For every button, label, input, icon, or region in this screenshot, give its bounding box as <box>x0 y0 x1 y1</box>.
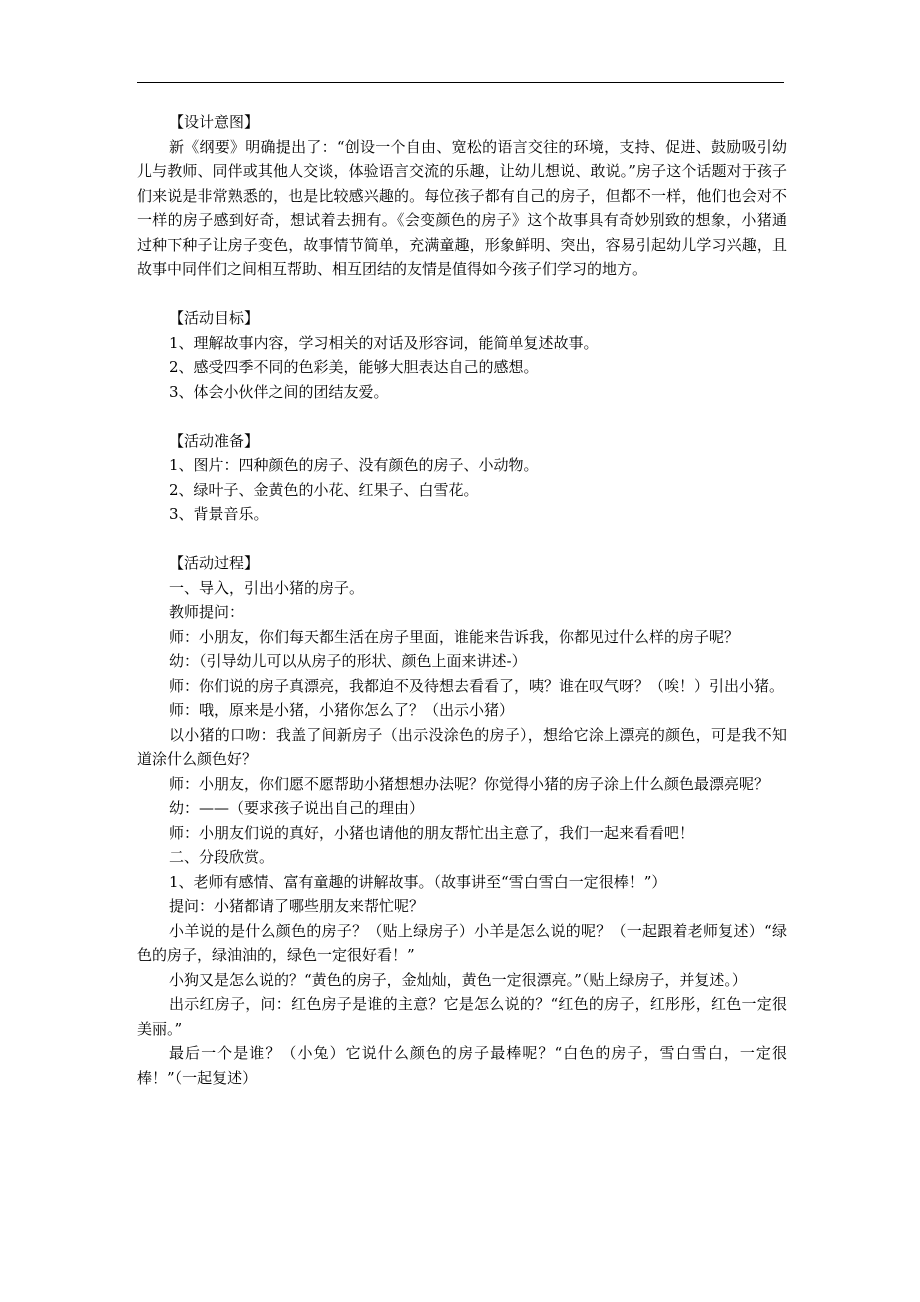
process-line: 最后一个是谁？（小兔）它说什么颜色的房子最棒呢？“白色的房子，雪白雪白，一定很棒！”（一起复述） <box>137 1044 787 1087</box>
process-line: 教师提问： <box>169 603 245 621</box>
document-body <box>137 110 787 1090</box>
process-line: 出示红房子，问：红色房子是谁的主意？它是怎么说的？“红色的房子，红彤彤，红色一定很美丽。” <box>137 995 787 1038</box>
process-line: 幼：（引导幼儿可以从房子的形状、颜色上面来讲述-） <box>169 652 527 670</box>
header-rule <box>137 82 784 83</box>
goal-item: 1、理解故事内容，学习相关的对话及形容词，能简单复述故事。 <box>169 333 599 352</box>
goals-heading: 【活动目标】 <box>169 309 260 327</box>
preparation-item: 3、背景音乐。 <box>169 505 269 523</box>
process-heading: 【活动过程】 <box>169 554 260 572</box>
process-line: 小狗又是怎么说的？“黄色的房子，金灿灿，黄色一定很漂亮。”（贴上绿房子，并复述。） <box>169 970 747 989</box>
goal-item: 3、体会小伙伴之间的团结友爱。 <box>169 382 389 401</box>
preparation-item: 2、绿叶子、金黄色的小花、红果子、白雪花。 <box>169 480 479 499</box>
process-line: 1、老师有感情、富有童趣的讲解故事。（故事讲至“雪白雪白一定很棒！”） <box>169 872 667 891</box>
process-line: 师：小朋友们说的真好，小猪也请他的朋友帮忙出主意了，我们一起来看看吧！ <box>169 823 695 842</box>
process-line: 提问：小猪都请了哪些朋友来帮忙呢？ <box>169 897 425 915</box>
process-line: 师：你们说的房子真漂亮，我都迫不及待想去看看了，咦？谁在叹气呀？（唉！）引出小猪。 <box>169 676 785 695</box>
process-line: 一、导入，引出小猪的房子。 <box>169 578 365 597</box>
goal-item: 2、感受四季不同的色彩美，能够大胆表达自己的感想。 <box>169 358 539 376</box>
process-line: 以小猪的口吻：我盖了间新房子（出示没涂色的房子），想给它涂上漂亮的颜色，可是我不知道涂什么颜色好？ <box>137 725 787 768</box>
preparation-heading: 【活动准备】 <box>169 431 260 450</box>
preparation-item: 1、图片：四种颜色的房子、没有颜色的房子、小动物。 <box>169 456 539 474</box>
process-line: 师：小朋友，你们每天都生活在房子里面，谁能来告诉我，你都见过什么样的房子呢？ <box>169 627 740 646</box>
process-line: 师：小朋友，你们愿不愿帮助小猪想想办法呢？你觉得小猪的房子涂上什么颜色最漂亮呢？ <box>169 774 770 793</box>
process-line: 小羊说的是什么颜色的房子？（贴上绿房子）小羊是怎么说的呢？（一起跟着老师复述）“绿色的房子，绿油油的，绿色一定很好看！” <box>137 921 787 964</box>
process-line: 师：哦，原来是小猪，小猪你怎么了？（出示小猪） <box>169 701 515 719</box>
process-line: 二、分段欣赏。 <box>169 848 275 866</box>
design-intent-paragraph: 新《纲要》明确提出了：“创设一个自由、宽松的语言交往的环境，支持、促进、鼓励吸引幼儿与教师、同伴或其他人交谈，体验语言交流的乐趣，让幼儿想说、敢说。”房子这个话题对于孩子们来说是非常熟悉的，也是比较感兴趣的。每位孩子都有自己的房子，但都不一样，他们也会对不一样的房子感到好奇，想试着去拥有。《会变颜色的房子》这个故事具有奇妙别致的想象，小猪通过种下种子让房子变色，故事情节简单，充满童趣，形象鲜明、突出，容易引起幼儿学习兴趣，且故事中同伴们之间相互帮助、相互团结的友情是值得如今孩子们学习的地方。 <box>137 137 787 278</box>
process-line: 幼：——（要求孩子说出自己的理由） <box>169 799 425 817</box>
design-intent-heading: 【设计意图】 <box>169 113 260 131</box>
